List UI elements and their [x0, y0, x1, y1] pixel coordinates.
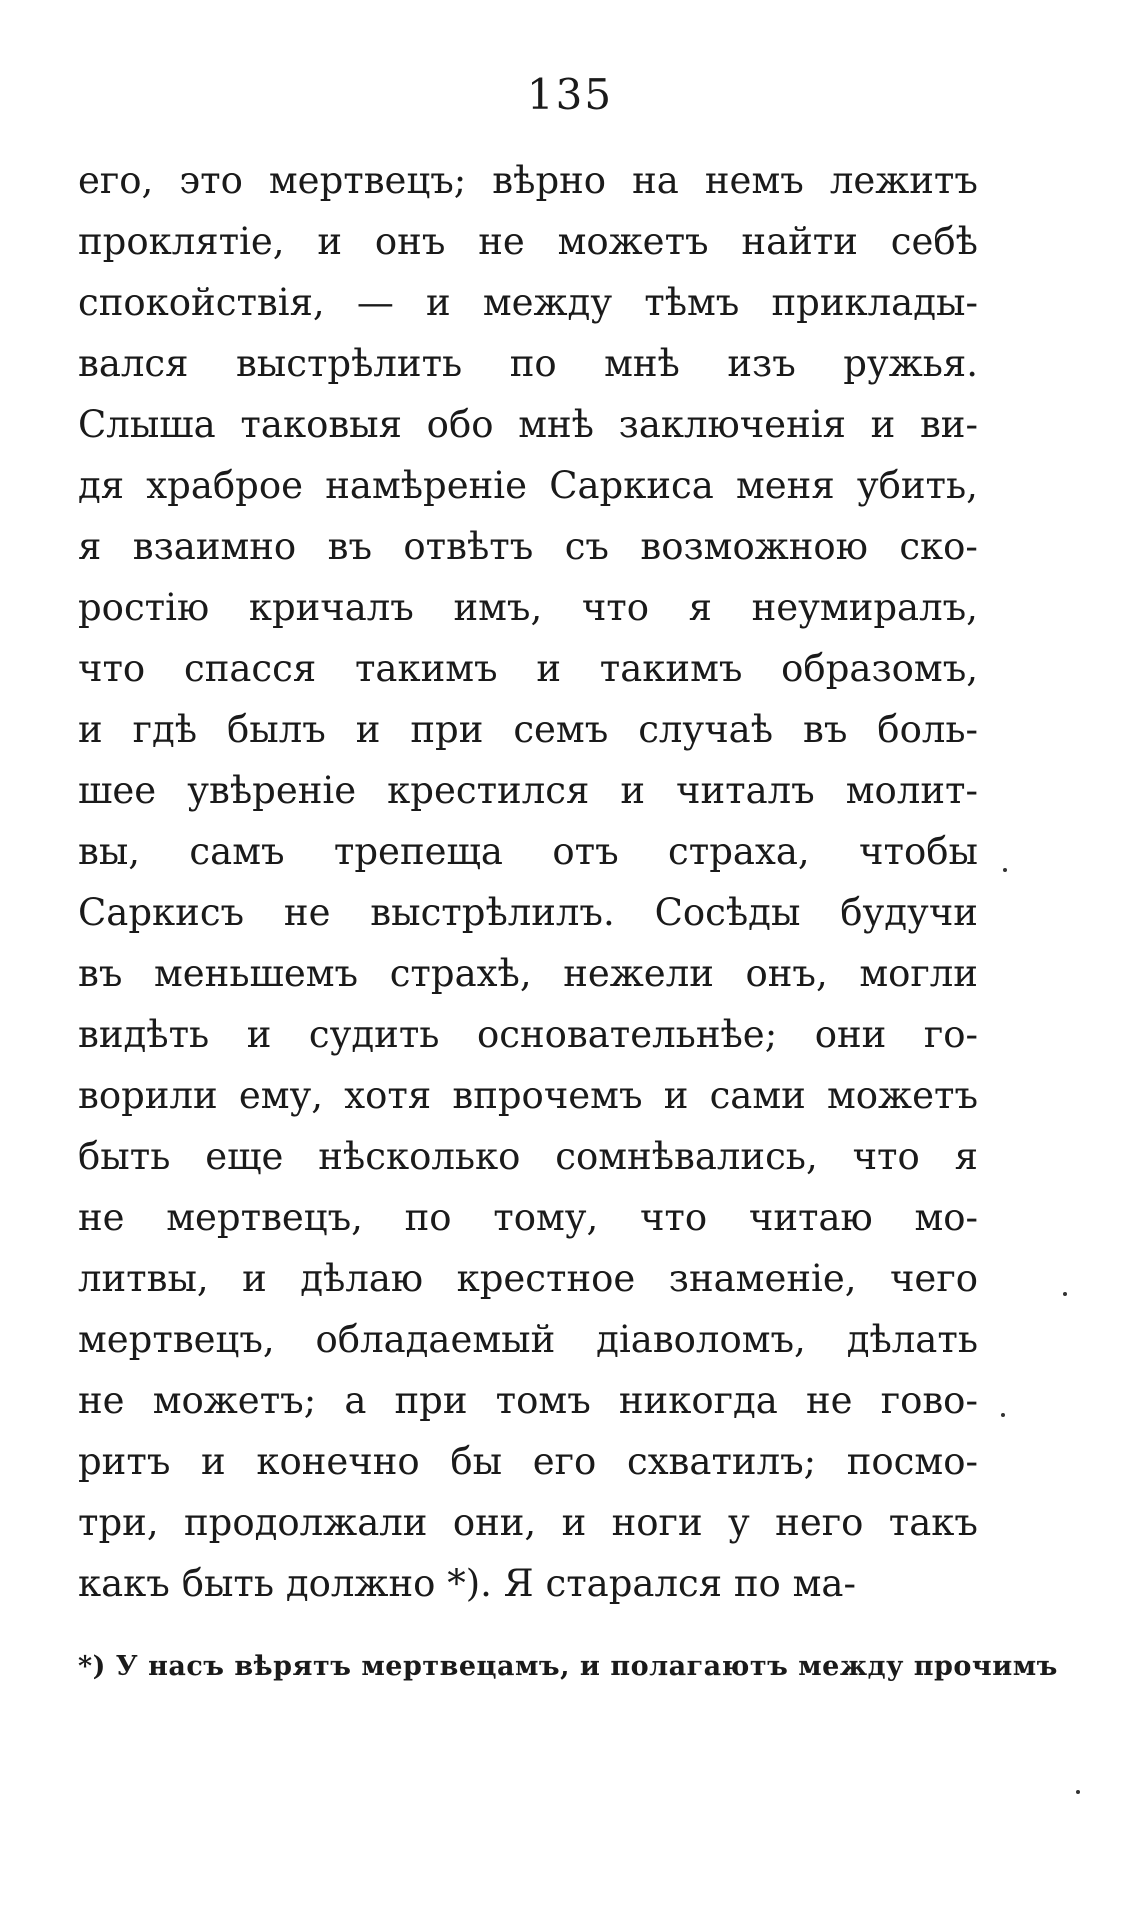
- word: и: [536, 647, 562, 690]
- word: въ: [327, 525, 372, 568]
- word: отъ: [552, 830, 619, 873]
- word: я: [688, 586, 712, 629]
- word: и: [201, 1440, 226, 1483]
- word: продолжали: [183, 1501, 428, 1544]
- word: литвы,: [78, 1257, 209, 1300]
- word: го-: [923, 1013, 978, 1056]
- word: при: [394, 1379, 468, 1422]
- word: какъ: [78, 1562, 170, 1605]
- word: сомнѣвались,: [555, 1135, 818, 1178]
- text-line: [78, 1309, 978, 1370]
- text-line: [78, 333, 978, 394]
- word: не: [78, 1196, 125, 1239]
- word: нѣсколько: [318, 1135, 521, 1178]
- word: будучи: [840, 891, 978, 934]
- word: боль-: [877, 708, 978, 751]
- word: у: [728, 1501, 750, 1544]
- word: на: [632, 159, 679, 202]
- word: могли: [859, 952, 978, 995]
- word: мертвецъ,: [78, 1318, 275, 1361]
- text-line: [78, 638, 978, 699]
- word: чтобы: [859, 830, 978, 873]
- text-line: [78, 943, 978, 1004]
- word: въ: [802, 708, 848, 751]
- word: должно: [285, 1562, 436, 1605]
- word: взаимно: [132, 525, 297, 568]
- word: меня: [735, 464, 835, 507]
- word: схватилъ;: [626, 1440, 817, 1483]
- print-speck: [1076, 1790, 1080, 1794]
- word: впрочемъ: [452, 1074, 643, 1117]
- word: страхѣ,: [389, 952, 532, 995]
- word: семъ: [513, 708, 609, 751]
- word: мертвецъ;: [268, 159, 467, 202]
- word: тѣмъ: [644, 281, 740, 324]
- word: меньшемъ: [153, 952, 359, 995]
- word: проклятіе,: [78, 220, 285, 263]
- text-line: [78, 272, 978, 333]
- word: три,: [78, 1501, 159, 1544]
- word: крестился: [387, 769, 590, 812]
- word: и: [870, 403, 896, 446]
- footnote: *) У насъ вѣрятъ мертвецамъ, и полагаютъ между прочимъ: [78, 1651, 1058, 1682]
- text-line: [78, 1065, 978, 1126]
- text-line: [78, 760, 978, 821]
- word: выстрѣлить: [235, 342, 463, 385]
- word: что: [78, 647, 146, 690]
- word: старался: [545, 1562, 723, 1605]
- word: никогда: [618, 1379, 778, 1422]
- text-line: [78, 577, 978, 638]
- word: такимъ: [599, 647, 743, 690]
- word: дѣлаю: [300, 1257, 424, 1300]
- word: ви-: [919, 403, 978, 446]
- word: и: [561, 1501, 587, 1544]
- word: спокойствія,: [78, 281, 325, 324]
- word: ско-: [899, 525, 978, 568]
- text-line: [78, 699, 978, 760]
- word: ростію: [78, 586, 210, 629]
- word: вѣрно: [492, 159, 607, 202]
- word: кричалъ: [248, 586, 414, 629]
- word: съ: [564, 525, 609, 568]
- word: тому,: [493, 1196, 599, 1239]
- word: —: [356, 281, 394, 324]
- word: приклады-: [771, 281, 978, 324]
- word: я: [78, 525, 102, 568]
- text-line: [78, 821, 978, 882]
- word: ма-: [792, 1562, 856, 1605]
- text-line: [78, 1004, 978, 1065]
- word: можетъ: [826, 1074, 978, 1117]
- word: можетъ: [557, 220, 709, 263]
- word: хотя: [344, 1074, 432, 1117]
- word: ритъ: [78, 1440, 171, 1483]
- word: что: [852, 1135, 920, 1178]
- word: Сосѣды: [654, 891, 801, 934]
- word: томъ: [495, 1379, 591, 1422]
- word: что: [639, 1196, 708, 1239]
- word: быть: [78, 1135, 171, 1178]
- word: обладаемый: [315, 1318, 556, 1361]
- word: при: [410, 708, 484, 751]
- text-line: [78, 150, 978, 211]
- body-text: [78, 150, 978, 1614]
- text-line: [78, 1431, 978, 1492]
- word: себѣ: [890, 220, 978, 263]
- word: ему,: [238, 1074, 324, 1117]
- word: не: [78, 1379, 125, 1422]
- word: чего: [889, 1257, 978, 1300]
- word: выстрѣлилъ.: [370, 891, 615, 934]
- word: по: [733, 1562, 781, 1605]
- word: неумиралъ,: [751, 586, 978, 629]
- word: посмо-: [846, 1440, 978, 1483]
- word: основательнѣе;: [476, 1013, 778, 1056]
- word: не: [805, 1379, 853, 1422]
- word: немъ: [704, 159, 804, 202]
- word: гово-: [880, 1379, 978, 1422]
- word: гдѣ: [132, 708, 198, 751]
- word: и: [242, 1257, 267, 1300]
- word: такъ: [888, 1501, 978, 1544]
- word: видѣть: [78, 1013, 210, 1056]
- word: самъ: [189, 830, 285, 873]
- word: мертвецъ,: [166, 1196, 363, 1239]
- word: между: [482, 281, 613, 324]
- word: образомъ,: [781, 647, 978, 690]
- word: и: [620, 769, 645, 812]
- word: это: [179, 159, 243, 202]
- word: убить,: [856, 464, 978, 507]
- word: они: [814, 1013, 887, 1056]
- text-line: [78, 1370, 978, 1431]
- word: молит-: [845, 769, 978, 812]
- word: найти: [741, 220, 858, 263]
- word: я: [954, 1135, 978, 1178]
- word: отвѣтъ: [403, 525, 534, 568]
- word: онъ: [374, 220, 446, 263]
- word: изъ: [727, 342, 796, 385]
- word: заключенія: [618, 403, 846, 446]
- word: читалъ: [676, 769, 815, 812]
- word: его: [532, 1440, 597, 1483]
- word: спасся: [183, 647, 317, 690]
- text-line: [78, 1553, 978, 1614]
- word: сами: [709, 1074, 806, 1117]
- word: и: [317, 220, 343, 263]
- word: Слыша: [78, 403, 216, 446]
- word: а: [344, 1379, 367, 1422]
- word: *).: [447, 1562, 492, 1605]
- word: діаволомъ,: [596, 1318, 806, 1361]
- word: по: [404, 1196, 452, 1239]
- word: лежитъ: [829, 159, 978, 202]
- word: не: [478, 220, 525, 263]
- word: они,: [452, 1501, 537, 1544]
- word: не: [283, 891, 331, 934]
- word: ворили: [78, 1074, 218, 1117]
- word: случаѣ: [638, 708, 774, 751]
- word: имъ,: [453, 586, 543, 629]
- word: судить: [308, 1013, 440, 1056]
- print-speck: [1063, 1292, 1067, 1296]
- word: вы,: [78, 830, 141, 873]
- word: шее: [78, 769, 157, 812]
- word: возможною: [640, 525, 868, 568]
- word: еще: [205, 1135, 284, 1178]
- word: бы: [450, 1440, 503, 1483]
- word: такимъ: [354, 647, 498, 690]
- word: ружья.: [843, 342, 978, 385]
- text-line: [78, 1248, 978, 1309]
- text-line: [78, 1126, 978, 1187]
- word: Саркиса: [549, 464, 714, 507]
- word: него: [775, 1501, 864, 1544]
- word: читаю: [748, 1196, 873, 1239]
- word: его,: [78, 159, 154, 202]
- word: въ: [78, 952, 123, 995]
- word: храброе: [146, 464, 304, 507]
- text-line: [78, 516, 978, 577]
- page-number: 135: [526, 70, 614, 119]
- word: былъ: [227, 708, 326, 751]
- word: по: [509, 342, 557, 385]
- text-line: [78, 211, 978, 272]
- print-speck: [1001, 1413, 1005, 1417]
- word: дя: [78, 464, 125, 507]
- word: конечно: [256, 1440, 420, 1483]
- word: и: [426, 281, 451, 324]
- word: трепеща: [333, 830, 503, 873]
- word: и: [355, 708, 381, 751]
- text-line: [78, 1187, 978, 1248]
- word: мнѣ: [604, 342, 680, 385]
- word: таковыя: [240, 403, 402, 446]
- word: дѣлать: [846, 1318, 978, 1361]
- word: что: [581, 586, 650, 629]
- text-line: [78, 882, 978, 943]
- word: можетъ;: [152, 1379, 317, 1422]
- word: быть: [181, 1562, 275, 1605]
- word: и: [78, 708, 103, 751]
- text-line: [78, 1492, 978, 1553]
- word: мо-: [914, 1196, 978, 1239]
- text-line: [78, 394, 978, 455]
- word: увѣреніе: [187, 769, 357, 812]
- text-line: [78, 455, 978, 516]
- word: Я: [503, 1562, 534, 1605]
- word: и: [246, 1013, 272, 1056]
- word: вался: [78, 342, 189, 385]
- word: онъ,: [745, 952, 828, 995]
- word: мнѣ: [518, 403, 594, 446]
- word: намѣреніе: [325, 464, 528, 507]
- word: крестное: [456, 1257, 636, 1300]
- word: обо: [426, 403, 494, 446]
- word: знаменіе,: [668, 1257, 857, 1300]
- word: нежели: [563, 952, 714, 995]
- word: ноги: [611, 1501, 703, 1544]
- word: Саркисъ: [78, 891, 245, 934]
- word: и: [663, 1074, 689, 1117]
- print-speck: [1003, 868, 1007, 872]
- word: страха,: [668, 830, 810, 873]
